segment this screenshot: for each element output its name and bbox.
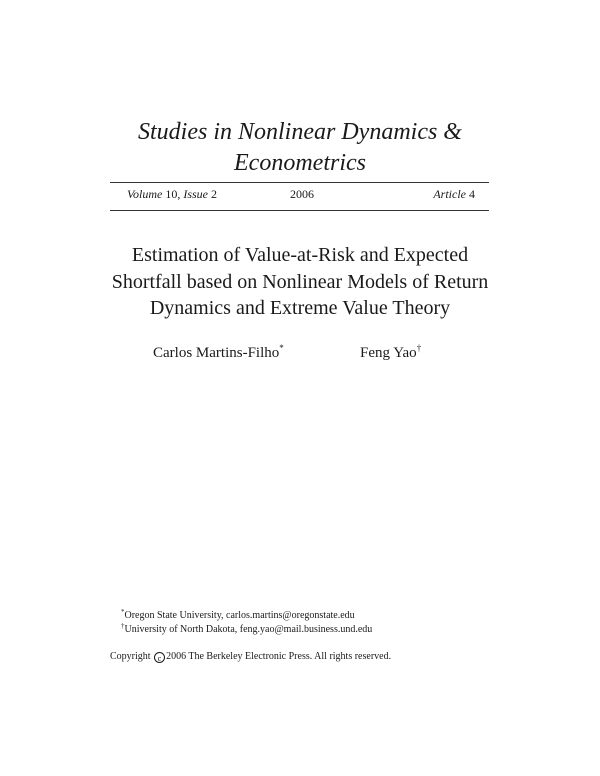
author-yao [360,343,421,363]
volume-number: 10 [165,187,178,201]
paper-title-line-1: Estimation of Value-at-Risk and Expected [131,244,469,266]
footnote-north-dakota [121,623,372,637]
article-info [433,186,475,202]
publication-year: 2006 [290,187,314,201]
footnote-oregon-state [121,609,372,623]
journal-title [100,117,500,179]
affiliation-footnotes [121,609,372,637]
article-number: 4 [469,187,475,201]
footnote-text: Oregon State University, carlos.martins@oregonstate.edu [124,610,355,621]
author-martins-filho [153,343,284,363]
footnote-mark: † [121,622,125,630]
copyright-icon: c [154,652,165,663]
paper-title-line-3: Dynamics and Extreme Value Theory [149,297,451,319]
author-list [100,343,500,363]
article-label: Article [433,187,466,201]
author-name: Feng Yao [360,345,417,361]
paper-title-line-2: Shortfall based on Nonlinear Models of Return [111,270,489,293]
author-footnote-mark: * [279,343,284,353]
issue-label: Issue [183,187,208,201]
journal-title-line-1: Studies in Nonlinear Dynamics & [138,119,462,145]
copyright-notice [110,650,391,664]
paper-title [95,242,505,322]
author-name: Carlos Martins-Filho [153,345,280,361]
copyright-prefix: Copyright [110,651,151,662]
footnote-mark: * [121,608,125,616]
volume-label: Volume [127,187,163,201]
journal-title-line-2: Econometrics [234,150,366,176]
author-footnote-mark: † [416,343,422,353]
issue-info [127,186,475,202]
header-rule-top [110,182,489,183]
issue-number: 2 [211,187,217,201]
footnote-text: University of North Dakota, feng.yao@mail.business.und.edu [124,624,373,635]
volume-issue: Volume 10, Issue 2 [127,187,217,201]
copyright-text: 2006 The Berkeley Electronic Press. All rights reserved. [166,651,392,662]
header-rule-bottom [110,210,489,211]
